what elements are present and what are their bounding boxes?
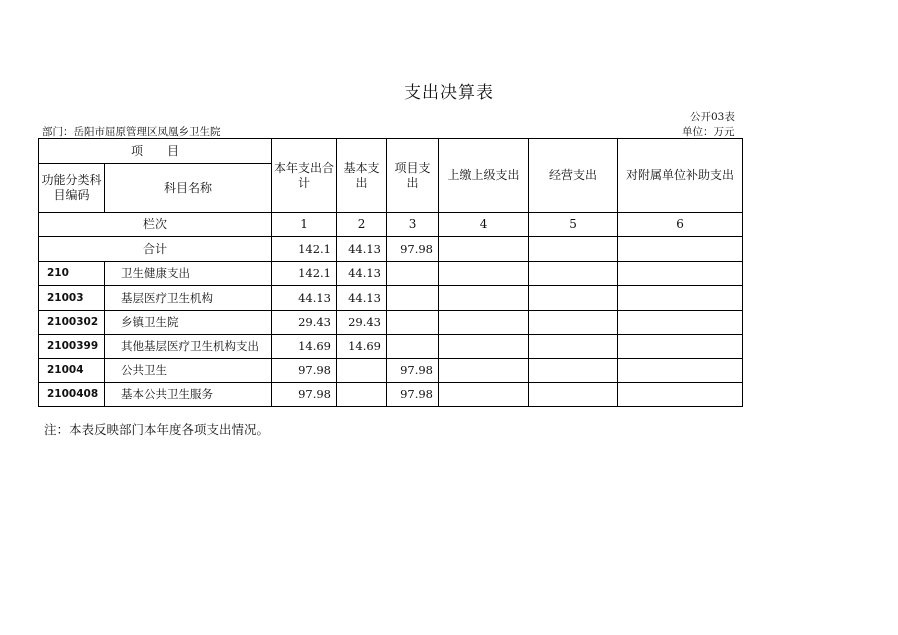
row-cell — [337, 359, 387, 383]
column-number: 6 — [618, 213, 743, 237]
column-number: 4 — [439, 213, 529, 237]
row-code: 2100408 — [39, 383, 105, 407]
row-cell — [618, 383, 743, 407]
total-cell: 142.1 — [272, 237, 337, 262]
column-number-row — [39, 213, 743, 237]
table-row — [39, 335, 743, 359]
column-number: 3 — [387, 213, 439, 237]
header-remit: 上缴上级支出 — [439, 139, 529, 213]
total-cell: 97.98 — [387, 237, 439, 262]
row-code: 210 — [39, 262, 105, 286]
row-name: 其他基层医疗卫生机构支出 — [105, 335, 272, 359]
row-cell — [387, 335, 439, 359]
header-basic: 基本支出 — [337, 139, 387, 213]
table-row — [39, 383, 743, 407]
total-cell — [529, 237, 618, 262]
table-row — [39, 311, 743, 335]
row-cell: 29.43 — [272, 311, 337, 335]
total-cell: 44.13 — [337, 237, 387, 262]
table-row — [39, 286, 743, 311]
header-project: 项目支出 — [387, 139, 439, 213]
row-cell — [387, 311, 439, 335]
row-name: 基层医疗卫生机构 — [105, 286, 272, 311]
row-cell — [618, 359, 743, 383]
row-code: 21003 — [39, 286, 105, 311]
row-cell: 97.98 — [387, 359, 439, 383]
row-cell — [618, 262, 743, 286]
total-row — [39, 237, 743, 262]
row-name: 公共卫生 — [105, 359, 272, 383]
form-number: 公开03表 — [690, 111, 735, 123]
row-cell: 14.69 — [272, 335, 337, 359]
row-name: 卫生健康支出 — [105, 262, 272, 286]
row-cell — [529, 286, 618, 311]
header-subsidy: 对附属单位补助支出 — [618, 139, 743, 213]
row-cell — [337, 383, 387, 407]
header-subject-name: 科目名称 — [105, 164, 272, 213]
row-cell — [439, 262, 529, 286]
header-business: 经营支出 — [529, 139, 618, 213]
row-cell — [387, 262, 439, 286]
row-code: 21004 — [39, 359, 105, 383]
column-number-label: 栏次 — [39, 213, 272, 237]
row-cell: 97.98 — [272, 359, 337, 383]
row-cell: 97.98 — [272, 383, 337, 407]
row-cell: 44.13 — [272, 286, 337, 311]
unit-label: 单位：万元 — [682, 126, 735, 138]
row-cell: 44.13 — [337, 262, 387, 286]
column-number: 1 — [272, 213, 337, 237]
header-total: 本年支出合计 — [272, 139, 337, 213]
row-name: 基本公共卫生服务 — [105, 383, 272, 407]
row-cell — [618, 286, 743, 311]
total-cell — [618, 237, 743, 262]
row-cell — [387, 286, 439, 311]
column-number: 5 — [529, 213, 618, 237]
row-name: 乡镇卫生院 — [105, 311, 272, 335]
row-cell: 14.69 — [337, 335, 387, 359]
row-cell — [529, 311, 618, 335]
row-cell — [529, 359, 618, 383]
column-number: 2 — [337, 213, 387, 237]
table-row — [39, 359, 743, 383]
row-cell: 142.1 — [272, 262, 337, 286]
row-cell — [439, 383, 529, 407]
row-cell — [439, 286, 529, 311]
page-title: 支出决算表 — [404, 83, 494, 103]
total-label: 合计 — [39, 237, 272, 262]
row-cell — [439, 335, 529, 359]
table-note: 注：本表反映部门本年度各项支出情况。 — [44, 422, 270, 437]
header-item: 项 目 — [39, 139, 272, 164]
department-label: 部门：岳阳市屈原管理区凤凰乡卫生院 — [42, 126, 221, 138]
table-row — [39, 262, 743, 286]
row-cell — [439, 311, 529, 335]
row-cell: 44.13 — [337, 286, 387, 311]
row-cell — [529, 335, 618, 359]
row-cell — [618, 311, 743, 335]
row-cell: 29.43 — [337, 311, 387, 335]
row-code: 2100302 — [39, 311, 105, 335]
total-cell — [439, 237, 529, 262]
header-func-code: 功能分类科目编码 — [39, 164, 105, 213]
row-cell — [618, 335, 743, 359]
row-cell — [529, 262, 618, 286]
row-cell — [439, 359, 529, 383]
row-cell — [529, 383, 618, 407]
expenditure-table — [38, 138, 743, 407]
row-cell: 97.98 — [387, 383, 439, 407]
row-code: 2100399 — [39, 335, 105, 359]
